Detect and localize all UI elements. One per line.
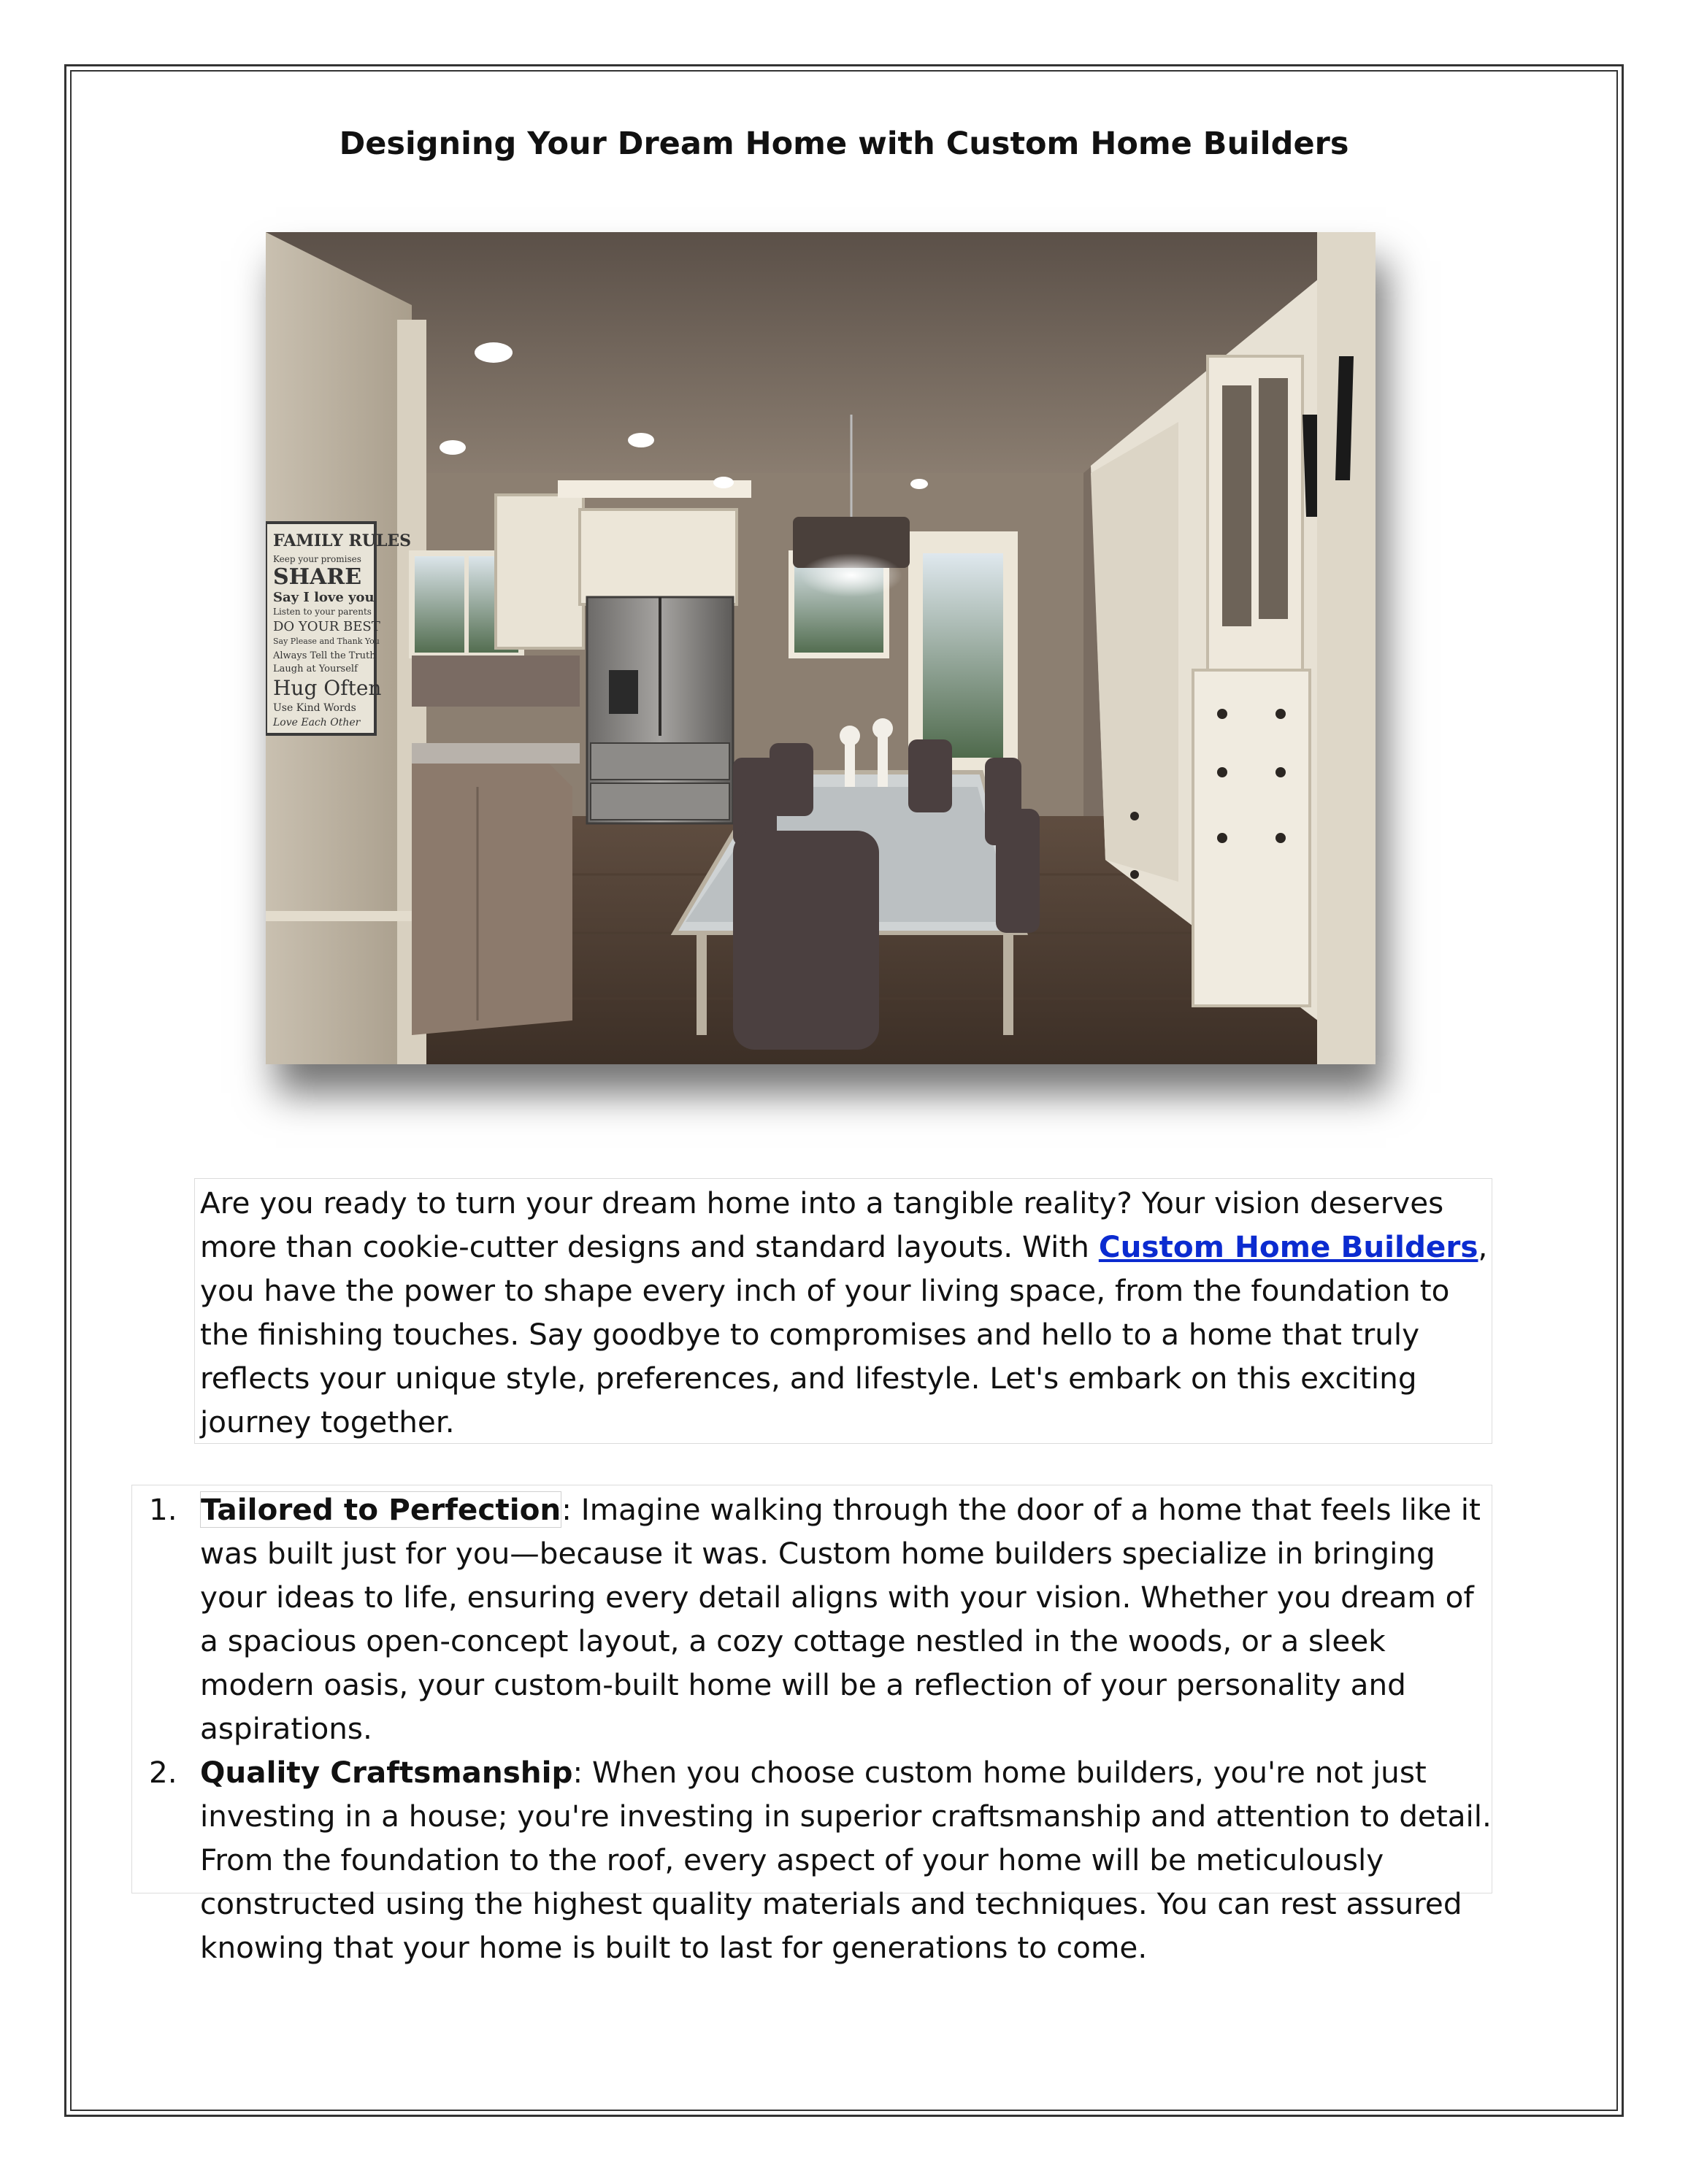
document-title: Designing Your Dream Home with Custom Home Builders	[339, 126, 1349, 162]
sign-line-11: Use Kind Words	[273, 702, 356, 714]
sign-line-5: Listen to your parents	[273, 607, 372, 617]
list-item-number: 2.	[149, 1755, 177, 1790]
list-item	[131, 1750, 1492, 1969]
sign-line-6: DO YOUR BEST	[273, 619, 380, 634]
sign-line-2: Keep your promises	[273, 554, 361, 564]
list-item-text: : When you choose custom home builders, you're not just investing in a house; you're investing in superior craftsmanship and attention to detail. From the foundation to the roof, every aspect of your home will be meticulously constructed using the highest quality materials and techniques. You can rest assured knowing that your home is built to last for generations to come.	[200, 1755, 1492, 1965]
benefits-list	[131, 1488, 1492, 1969]
custom-home-builders-link[interactable]: Custom Home Builders	[1098, 1229, 1478, 1264]
intro-text-before-link: Are you ready to turn your dream home into a tangible reality? Your vision deserves more than cookie-cutter designs and standard layouts. With	[200, 1185, 1444, 1264]
list-item	[131, 1488, 1492, 1750]
sign-line-10: Hug Often	[273, 676, 382, 700]
intro-paragraph	[200, 1181, 1492, 1444]
sign-line-1: FAMILY RULES	[273, 531, 412, 550]
sign-line-8: Always Tell the Truth	[273, 650, 376, 661]
list-item-text: : Imagine walking through the door of a home that feels like it was built just for you—because it was. Custom home builders specialize in bringing your ideas to life, ensuring every detail aligns with your vision. Whether you dream of a spacious open-concept layout, a cozy cottage nestled in the woods, or a sleek modern oasis, your custom-built home will be a reflection of your personality and aspirations.	[200, 1492, 1481, 1746]
list-item-heading: Tailored to Perfection	[201, 1492, 561, 1527]
sign-line-4: Say I love you	[273, 590, 375, 605]
sign-line-7: Say Please and Thank You	[273, 637, 380, 646]
sign-line-12: Love Each Other	[273, 717, 361, 728]
kitchen-illustration	[266, 232, 1376, 1064]
list-item-number: 1.	[149, 1492, 177, 1527]
list-item-heading: Quality Craftsmanship	[200, 1755, 573, 1790]
kitchen-photo	[266, 232, 1376, 1064]
sign-line-9: Laugh at Yourself	[273, 664, 358, 674]
intro-text-after-link: , you have the power to shape every inch of your living space, from the foundation to the finishing touches. Say goodbye to compromises and hello to a home that truly reflects your unique style, preferences, and lifestyle. Let's embark on this exciting journey together.	[200, 1229, 1488, 1439]
sign-line-3: SHARE	[273, 564, 362, 590]
